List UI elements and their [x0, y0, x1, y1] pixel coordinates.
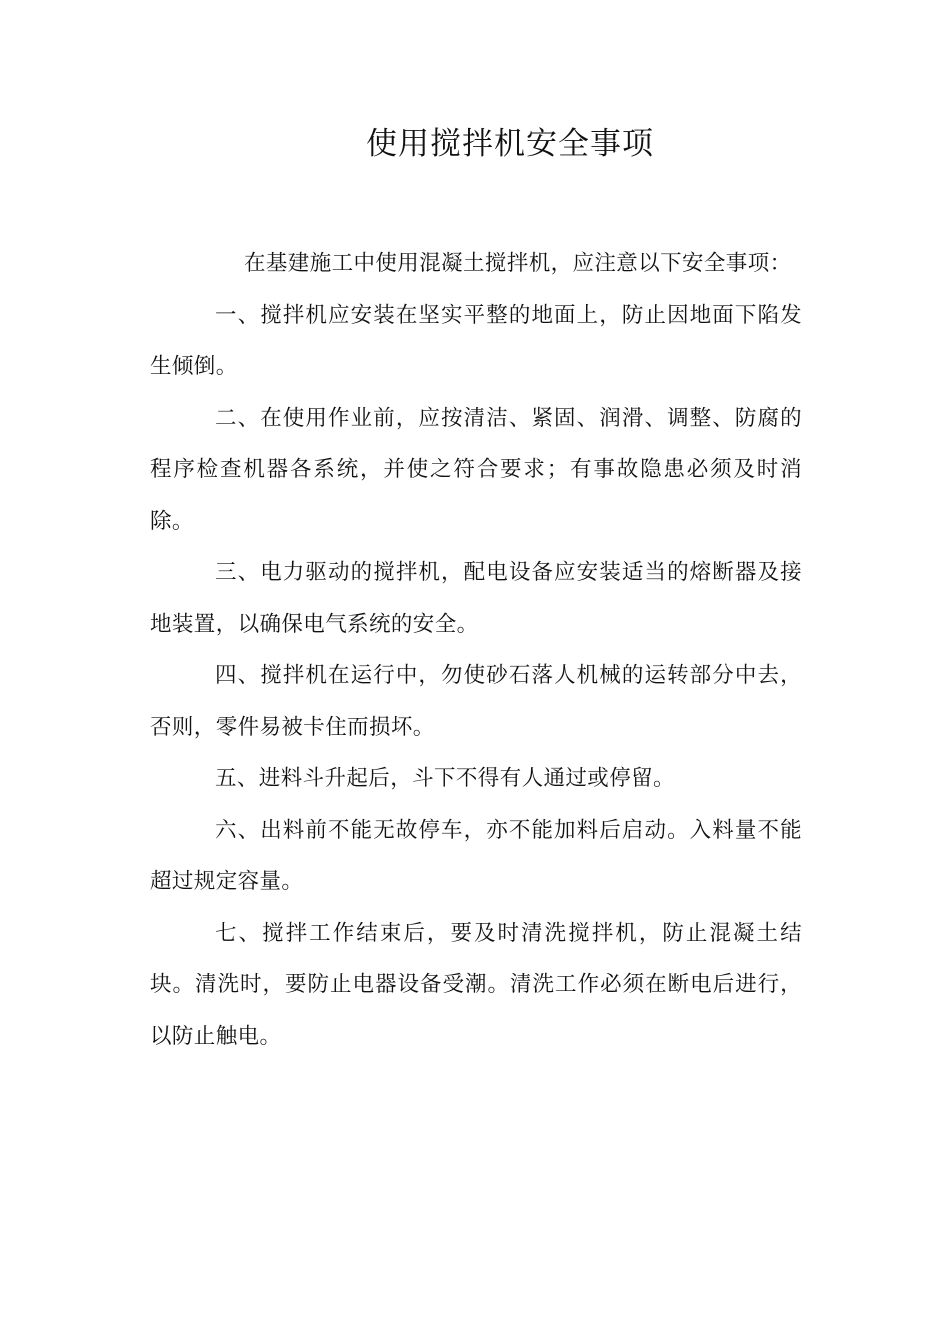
rule-paragraph-1: 一、搅拌机应安装在坚实平整的地面上，防止因地面下陷发生倾倒。	[150, 302, 802, 379]
intro-paragraph: 在基建施工中使用混凝土搅拌机，应注意以下安全事项：	[244, 251, 792, 276]
rule-paragraph-7: 七、搅拌工作结束后，要及时清洗搅拌机，防止混凝土结块。清洗时，要防止电器设备受潮。清洗工作必须在断电后进行，以防止触电。	[150, 920, 802, 1049]
document-title: 使用搅拌机安全事项	[366, 126, 654, 162]
document-body	[150, 238, 802, 1062]
rule-paragraph-5: 五、进料斗升起后，斗下不得有人通过或停留。	[215, 766, 675, 791]
rule-paragraph-6: 六、出料前不能无故停车，亦不能加料后启动。入料量不能超过规定容量。	[150, 817, 802, 894]
rule-paragraph-2: 二、在使用作业前，应按清洁、紧固、润滑、调整、防腐的程序检查机器各系统，并使之符合要求；有事故隐患必须及时消除。	[150, 405, 802, 534]
rule-paragraph-4: 四、搅拌机在运行中，勿使砂石落人机械的运转部分中去，否则，零件易被卡住而损坏。	[150, 663, 802, 740]
rule-paragraph-3: 三、电力驱动的搅拌机，配电设备应安装适当的熔断器及接地装置，以确保电气系统的安全。	[150, 560, 802, 637]
